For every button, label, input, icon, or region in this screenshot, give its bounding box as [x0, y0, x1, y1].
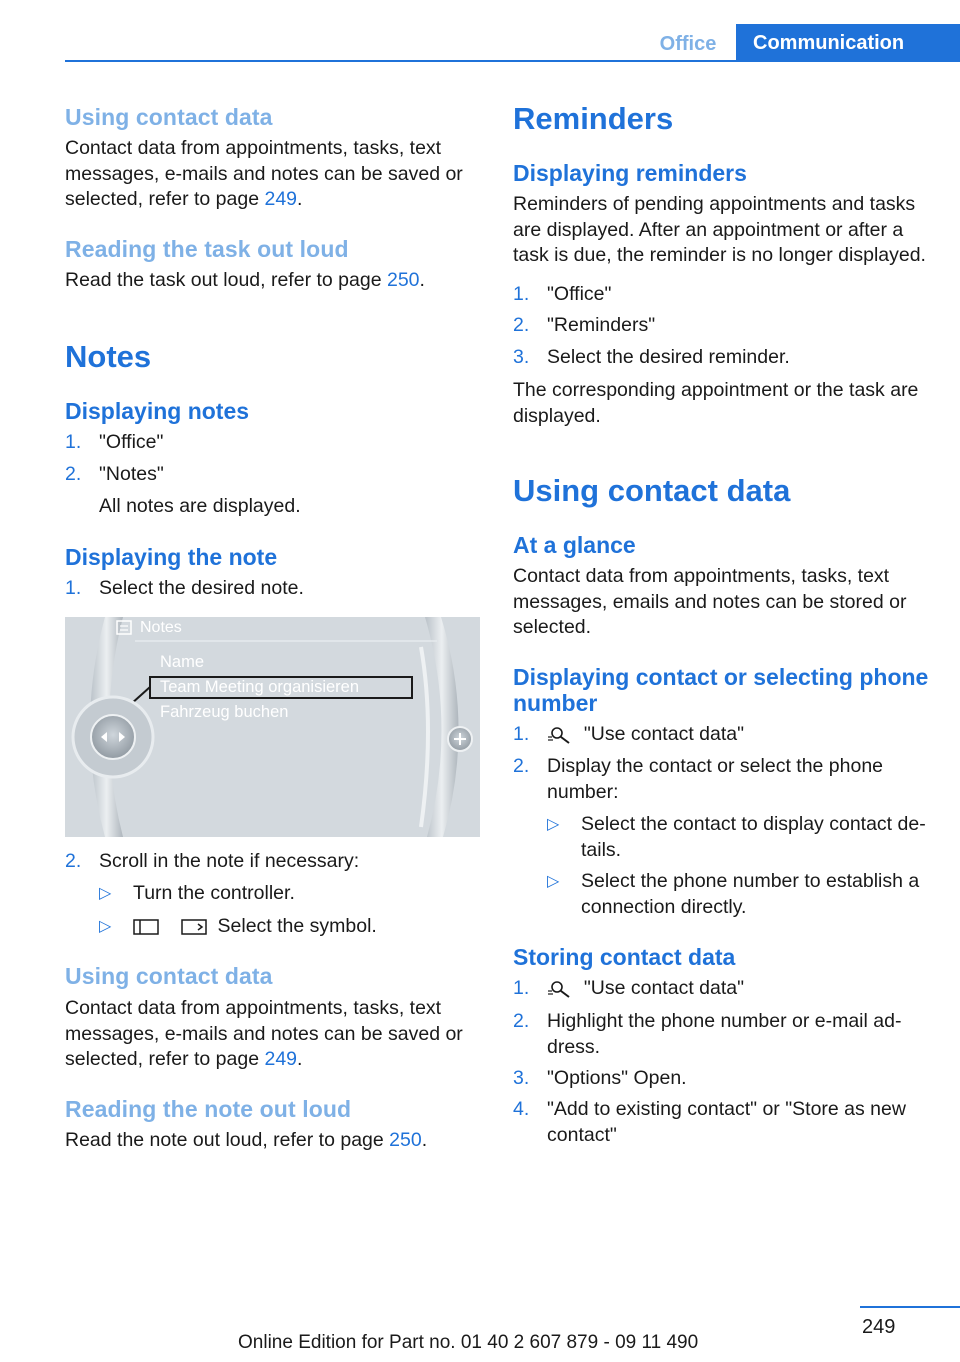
- heading-reading-task: Reading the task out loud: [65, 236, 349, 262]
- paragraph-using-contact-data: Contact data from appointments, tasks, text messages, e-mails and notes can be saved or selected, refer to page 249.: [65, 137, 463, 210]
- result-text: All notes are displayed.: [99, 495, 301, 517]
- tab-communication[interactable]: Communication: [736, 24, 960, 62]
- paragraph-reminder-result: The corresponding appointment or the task are displayed.: [513, 379, 919, 427]
- screen-item-team-meeting[interactable]: Team Meeting organisieren: [160, 678, 360, 696]
- page-link[interactable]: 250: [389, 1129, 422, 1151]
- screen-title: Notes: [140, 619, 182, 636]
- footer-rule: [860, 1306, 960, 1308]
- page-link[interactable]: 250: [386, 269, 420, 291]
- heading-displaying-contact: Displaying contact or selecting phone number: [513, 664, 929, 716]
- heading-using-contact-data: Using contact data: [65, 104, 273, 130]
- notes-screen-image: [65, 617, 480, 837]
- header-rule: [65, 60, 960, 62]
- section-title-reminders: Reminders: [513, 101, 674, 136]
- contact-search-icon: [547, 726, 573, 744]
- paragraph-reading-note: Read the note out loud, refer to page 250.: [65, 1129, 428, 1151]
- heading-displaying-notes: Displaying notes: [65, 398, 250, 424]
- tab-office[interactable]: Office: [659, 32, 717, 55]
- screen-item-name[interactable]: Name: [160, 653, 205, 671]
- heading-displaying-reminders: Displaying reminders: [513, 160, 747, 186]
- heading-at-a-glance: At a glance: [513, 532, 636, 558]
- page-number: 249: [862, 1316, 896, 1338]
- contact-search-icon: [547, 980, 573, 998]
- page-link[interactable]: 249: [264, 1048, 298, 1070]
- heading-displaying-the-note: Displaying the note: [65, 544, 278, 570]
- heading-reading-note: Reading the note out loud: [65, 1096, 352, 1122]
- section-title-using-contact-data: Using contact data: [513, 473, 791, 508]
- note-scroll-icon: [133, 918, 159, 936]
- paragraph-at-a-glance: Contact data from appointments, tasks, text messages, emails and notes can be stored or selected.: [513, 565, 907, 638]
- page-link[interactable]: 249: [264, 188, 298, 210]
- heading-using-contact-data-2: Using contact data: [65, 963, 273, 989]
- paragraph-using-contact-data-2: Contact data from appointments, tasks, text messages, e-mails and notes can be saved or selected, refer to page 249.: [65, 997, 463, 1070]
- section-title-notes: Notes: [65, 339, 152, 374]
- edition-footer: Online Edition for Part no. 01 40 2 607 879 - 09 11 490: [238, 1332, 699, 1353]
- heading-storing-contact: Storing contact data: [513, 944, 736, 970]
- paragraph-reading-task: Read the task out loud, refer to page 250.: [65, 269, 425, 291]
- screen-item-fahrzeug[interactable]: Fahrzeug buchen: [160, 703, 289, 721]
- paragraph-reminders: Reminders of pending appointments and tasks are displayed. After an appointment or after a task is due, the reminder is no longer displayed.: [513, 193, 926, 266]
- note-scroll-down-icon: [181, 918, 207, 936]
